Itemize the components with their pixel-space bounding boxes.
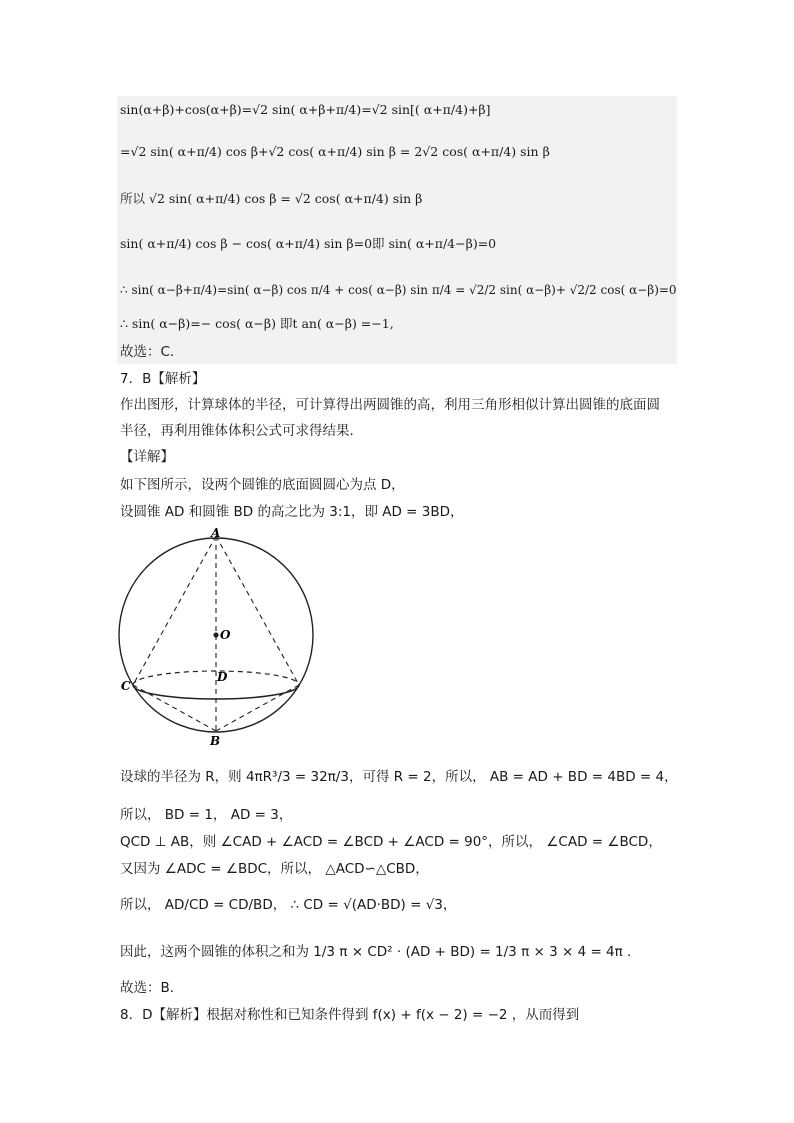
- label-c: C: [121, 679, 131, 693]
- eq-line-4: sin( α+π/4) cos β − cos( α+π/4) sin β=0即 sin( α+π/4−β)=0: [120, 236, 497, 251]
- label-a: A: [211, 526, 221, 540]
- eq-line-1: sin(α+β)+cos(α+β)=√2 sin( α+β+π/4)=√2 sin[( α+π/4)+β]: [120, 102, 491, 117]
- eq-line-2: =√2 sin( α+π/4) cos β+√2 cos( α+π/4) sin β = 2√2 cos( α+π/4) sin β: [120, 144, 550, 159]
- cone-a-right: [216, 536, 299, 685]
- q7-detail-6: 又因为 ∠ADC = ∠BDC，所以， △ACD∽△CBD，: [120, 861, 429, 877]
- sphere-cone-figure: [115, 525, 325, 750]
- cone-a-left: [133, 536, 216, 685]
- q7-analysis-2: 半径，再利用锥体体积公式可求得结果.: [120, 423, 354, 439]
- q7-header: 7．B【解析】: [120, 371, 206, 387]
- q7-detail-8: 因此，这两个圆锥的体积之和为 1/3 π × CD² · (AD + BD) = 1/3 π × 3 × 4 = 4π .: [120, 944, 632, 960]
- eq-line-3: 所以 √2 sin( α+π/4) cos β = √2 cos( α+π/4) sin β: [120, 191, 423, 206]
- q7-detail-1: 如下图所示，设两个圆锥的底面圆圆心为点 D，: [120, 477, 405, 493]
- label-b: B: [210, 734, 221, 748]
- q7-detail-4: 所以， BD = 1， AD = 3，: [120, 807, 293, 823]
- label-o: O: [220, 628, 231, 642]
- answer-c: 故选：C.: [120, 344, 175, 360]
- q8-line: 8．D【解析】根据对称性和已知条件得到 f(x) + f(x − 2) = −2 ，从而得到: [120, 1007, 580, 1023]
- label-d: D: [217, 670, 228, 684]
- q7-detail-2: 设圆锥 AD 和圆锥 BD 的高之比为 3:1，即 AD = 3BD，: [120, 504, 464, 520]
- q7-detail-3: 设球的半径为 R，则 4πR³/3 = 32π/3，可得 R = 2，所以， AB = AD + BD = 4BD = 4，: [120, 769, 678, 785]
- eq-line-6: ∴ sin( α−β)=− cos( α−β) 即t an( α−β) =−1,: [120, 316, 394, 331]
- center-o-dot: [213, 632, 218, 637]
- q7-detail-5: QCD ⊥ AB，则 ∠CAD + ∠ACD = ∠BCD + ∠ACD = 90°，所以， ∠CAD = ∠BCD，: [120, 834, 662, 850]
- eq-line-5: ∴ sin( α−β+π/4)=sin( α−β) cos π/4 + cos( α−β) sin π/4 = √2/2 sin( α−β)+ √2/2 cos( α−β)=0: [120, 283, 677, 297]
- q7-detail-7: 所以， AD/CD = CD/BD， ∴ CD = √(AD·BD) = √3，: [120, 897, 457, 913]
- q7-detail-header: 【详解】: [120, 449, 174, 465]
- answer-b: 故选：B.: [120, 980, 175, 996]
- q7-analysis-1: 作出图形，计算球体的半径，可计算得出两圆锥的高，利用三角形相似计算出圆锥的底面圆: [120, 397, 660, 413]
